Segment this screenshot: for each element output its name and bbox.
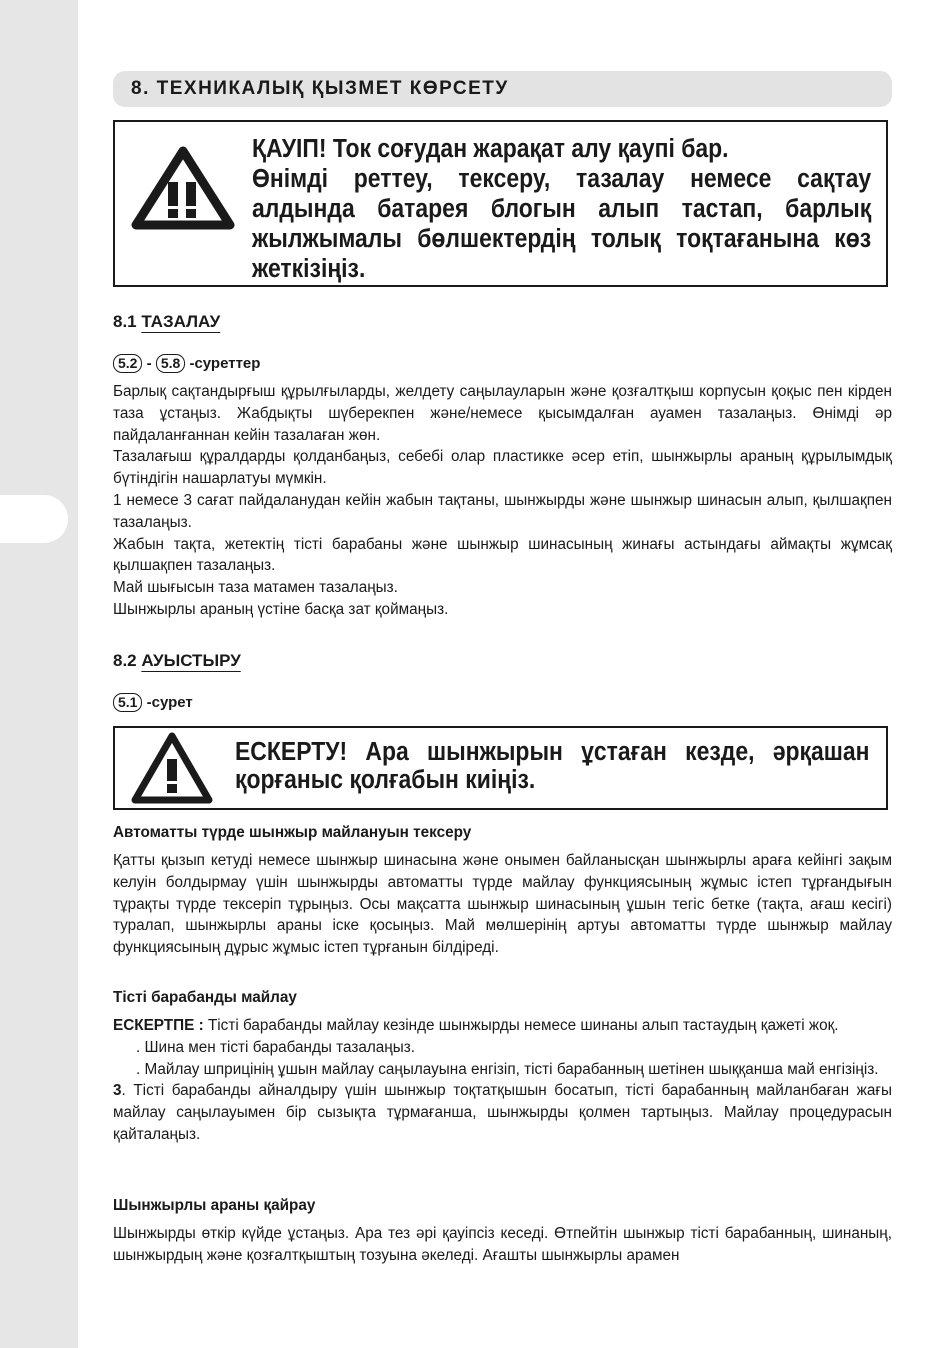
replacement-number: 8.2 [113, 651, 142, 670]
warning-text: ЕСКЕРТУ! Ара шынжырын ұстаған кезде, әрқашан қорғаныс қолғабын киіңіз. [235, 738, 870, 794]
cleaning-line-6: Шынжырлы араның үстіне басқа зат қоймаңыз. [113, 600, 449, 618]
figure-badge-to: 5.8 [156, 354, 185, 373]
section-header-bar [113, 71, 892, 107]
note-label: ЕСКЕРТПЕ : [113, 1017, 208, 1034]
cleaning-line-5: Май шығысын таза матамен тазалаңыз. [113, 579, 398, 597]
figure-suffix: -суреттер [185, 355, 261, 372]
replacement-heading [113, 651, 241, 671]
replacement-figure-ref [113, 693, 193, 712]
figure-badge: 5.1 [113, 693, 142, 712]
side-margin-strip [0, 0, 78, 1348]
figure-range-separator: - [142, 355, 156, 372]
cleaning-line-1: Барлық сақтандырғыш құрылғыларды, желдету саңылауларын және қозғалтқыш корпусын қоқыс пен кірден таза ұстаңыз. Жабдықты шүберекпен және/немесе қысымдалған ауамен тазалаңыз. Өнімді әр пайдаланғаннан кейін тазалаған жөн. [113, 383, 892, 444]
cleaning-line-2: Тазалағыш құралдарды қолданбаңыз, себебі олар пластикке әсер етіп, шынжырлы араның құрылымдық бүтіндігін нашарлатуы мүмкін. [113, 448, 892, 488]
auto-oil-text: Қатты қызып кетуді немесе шынжыр шинасына және онымен байланысқан шынжырлы араға кейінгі зақым келуін болдырмау үшін шынжырды автоматты түрде майлау функциясының жұмыс істеп тұрғандығын тұрақты түрде тексеріп тұрыңыз. Осы мақсатта шынжыр шинасының ұшын тегіс бетке (тақта, ағаш кесігі) туралап, шынжырлы араны іске қосыңыз. Май мөлшерінің артуы автоматты түрде шынжыр майлау функциясының дұрыс жұмыс істеп тұрғанын білдіреді. [113, 852, 892, 957]
sharpen-heading: Шынжырлы араны қайрау [113, 1197, 316, 1214]
cleaning-line-4: Жабын тақта, жетектің тісті барабаны және шынжыр шинасының жинағы астындағы аймақты жұмсақ қылшақпен тазалаңыз. [113, 535, 892, 575]
gear-oil-note [113, 1015, 892, 1037]
figure-badge-from: 5.2 [113, 354, 142, 373]
gear-oil-step-2: . Майлау шприцінің ұшын майлау саңылауына енгізіп, тісті барабанның шетінен шыққанша май енгізіңіз. [136, 1060, 879, 1078]
gear-oil-step-1: . Шина мен тісті барабанды тазалаңыз. [136, 1038, 415, 1056]
auto-oil-heading: Автоматты түрде шынжыр майлануын тексеру [113, 824, 472, 841]
note-text: Тісті барабанды майлау кезінде шынжырды немесе шинаны алып тастаудың қажеті жоқ. [207, 1017, 839, 1034]
danger-line1: ҚАУІП! Ток соғудан жарақат алу қаупі бар. [252, 135, 729, 163]
danger-text [252, 134, 871, 284]
replacement-title: АУЫСТЫРУ [141, 651, 241, 670]
gear-oil-heading: Тісті барабанды майлау [113, 989, 297, 1006]
double-exclamation-warning-icon [131, 146, 235, 235]
chapter-tab-marker [0, 495, 68, 543]
auto-oil-body [113, 850, 892, 959]
exclamation-warning-icon [131, 732, 213, 809]
cleaning-heading [113, 312, 220, 332]
danger-line2: Өнімді реттеу, тексеру, тазалау немесе сақтау алдында батарея блогын алып тастап, барлық жылжымалы бөлшектердің толық тоқтағанына көз жеткізіңіз. [252, 165, 872, 283]
warning-box [113, 726, 888, 810]
danger-box [113, 120, 888, 287]
cleaning-line-3: 1 немесе 3 сағат пайдаланудан кейін жабын тақтаны, шынжырды және шынжыр шинасын алып, қылшақпен тазалаңыз. [113, 491, 892, 531]
sharpen-text: Шынжырды өткір күйде ұстаңыз. Ара тез әрі қауіпсіз кеседі. Өтпейтін шынжыр тісті барабанның, шинаның, шынжырдың және қозғалтқыштың тозуына әкеледі. Ағашты шынжырлы арамен [113, 1225, 892, 1264]
gear-oil-step-3 [113, 1080, 892, 1145]
step3-number: 3 [113, 1082, 122, 1100]
cleaning-figure-ref [113, 354, 260, 373]
cleaning-number: 8.1 [113, 312, 142, 331]
sharpen-body [113, 1223, 892, 1267]
cleaning-body [113, 381, 892, 621]
cleaning-title: ТАЗАЛАУ [141, 312, 221, 331]
figure-suffix: -сурет [142, 694, 193, 711]
gear-oil-body [113, 1015, 892, 1146]
step3-text: . Тісті барабанды айналдыру үшін шынжыр тоқтатқышын босатып, тісті барабанның майланбаған жағы майлау саңылауымен бір сызықта тұрмағанша, шынжырды қолмен тартыңыз. Майлау процедурасын қайталаңыз. [113, 1082, 892, 1143]
section-title: 8. ТЕХНИКАЛЫҚ ҚЫЗМЕТ КӨРСЕТУ [131, 78, 509, 99]
